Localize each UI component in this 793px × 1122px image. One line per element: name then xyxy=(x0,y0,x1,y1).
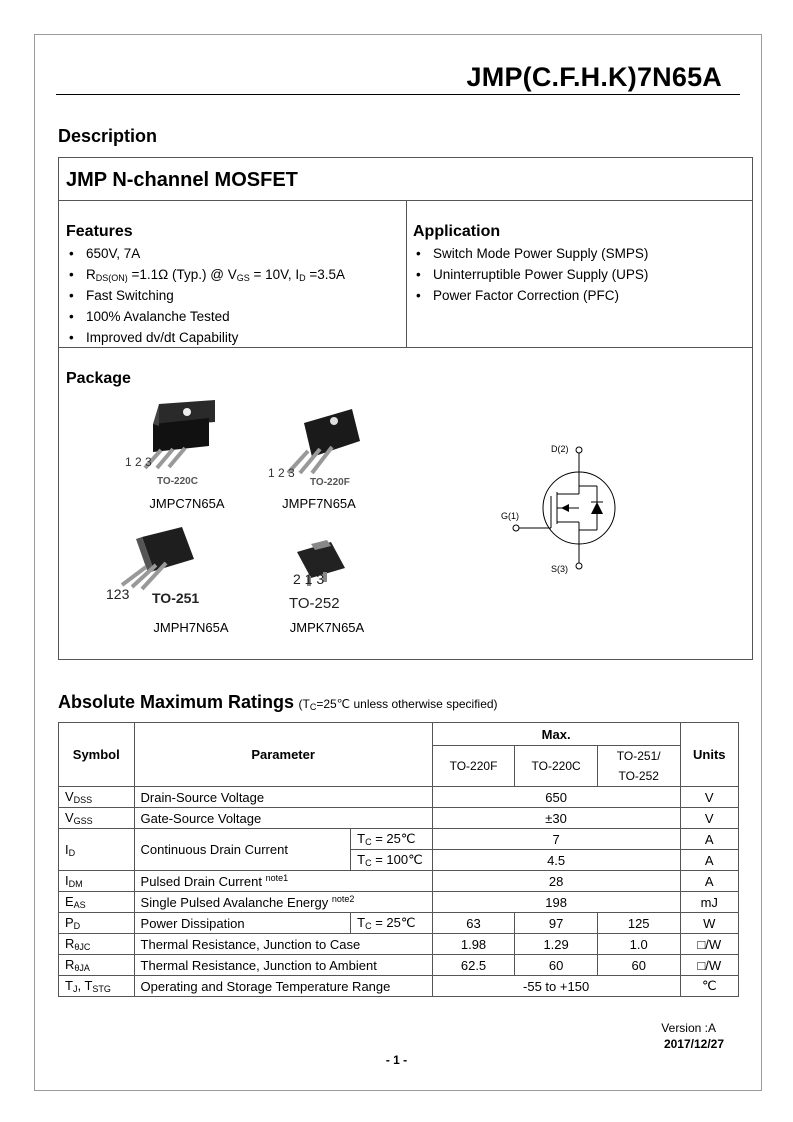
unit-cell: V xyxy=(680,808,739,829)
table-row xyxy=(59,955,739,976)
symbol-header: Symbol xyxy=(59,723,135,787)
unit-cell: □/W xyxy=(680,934,739,955)
drain-label: D(2) xyxy=(551,444,569,454)
parameter-cell: Pulsed Drain Current $^{note1}$ xyxy=(134,871,432,892)
parameter-header: Parameter xyxy=(134,723,432,787)
parameter-cell: Thermal Resistance, Junction to Ambient xyxy=(134,955,432,976)
value-cell: 198 xyxy=(432,892,680,913)
symbol-cell: $V_{DSS}$ xyxy=(59,787,135,808)
to220f-package-image xyxy=(264,403,374,491)
unit-cell: mJ xyxy=(680,892,739,913)
table-row xyxy=(59,808,739,829)
table-row xyxy=(59,829,739,850)
ratings-heading: Absolute Maximum Ratings ($T_C=25℃$ unless otherwise specified) xyxy=(58,692,498,712)
list-item: • Fast Switching xyxy=(58,285,398,306)
application-list xyxy=(405,243,745,306)
parameter-cell: Single Pulsed Avalanche Energy $^{note2}$ xyxy=(134,892,432,913)
to252-package-image xyxy=(281,522,376,612)
pin-numbers: 123 xyxy=(106,586,130,602)
part-name: JMPH7N65A xyxy=(153,620,229,635)
list-item: • Power Factor Correction (PFC) xyxy=(405,285,745,306)
value-cell: 125 xyxy=(597,913,680,934)
value-cell: 7 xyxy=(432,829,680,850)
units-header: Units xyxy=(680,723,739,787)
condition-cell: $T_C$ = 100℃ xyxy=(351,850,433,871)
list-item: • Uninterruptible Power Supply (UPS) xyxy=(405,264,745,285)
value-cell: 1.29 xyxy=(515,934,598,955)
symbol-cell: $P_D$ xyxy=(59,913,135,934)
unit-cell: ℃ xyxy=(680,976,739,997)
unit-cell: □/W xyxy=(680,955,739,976)
table-row xyxy=(59,913,739,934)
value-cell: 62.5 xyxy=(432,955,515,976)
symbol-cell: $I_{DM}$ xyxy=(59,871,135,892)
package-label: TO-220C xyxy=(157,476,198,487)
package-label: TO-252 xyxy=(289,595,340,612)
package-label: TO-251 xyxy=(152,590,200,606)
package-column-header: TO-220C xyxy=(515,746,598,787)
symbol-cell: $V_{GSS}$ xyxy=(59,808,135,829)
to220c-package-image xyxy=(117,396,227,488)
symbol-cell: $E_{AS}$ xyxy=(59,892,135,913)
table-row xyxy=(59,934,739,955)
description-heading: Description xyxy=(58,126,158,146)
part-name: JMPC7N65A xyxy=(149,496,225,511)
version-label: Version :A xyxy=(661,1021,716,1035)
package-column-header: TO-220F xyxy=(432,746,515,787)
unit-cell: A xyxy=(680,871,739,892)
value-cell: 97 xyxy=(515,913,598,934)
page-number: - 1 - xyxy=(385,1053,408,1067)
symbol-cell: $R_{\theta JC}$ xyxy=(59,934,135,955)
table-row xyxy=(59,976,739,997)
table-row xyxy=(59,871,739,892)
list-item: • 650V, 7A xyxy=(58,243,398,264)
value-cell: 60 xyxy=(515,955,598,976)
pin-numbers: 1 2 3 xyxy=(125,455,152,469)
unit-cell: V xyxy=(680,787,739,808)
list-item: • 100% Avalanche Tested xyxy=(58,306,398,327)
pin-numbers: 1 2 3 xyxy=(268,466,295,480)
value-cell: 1.0 xyxy=(597,934,680,955)
parameter-cell: Operating and Storage Temperature Range xyxy=(134,976,432,997)
symbol-cell: $T_J$, $T_{STG}$ xyxy=(59,976,135,997)
parameter-cell: Continuous Drain Current xyxy=(134,829,351,871)
source-label: S(3) xyxy=(551,564,569,574)
value-cell: 650 xyxy=(432,787,680,808)
parameter-cell: Power Dissipation xyxy=(134,913,351,934)
parameter-cell: Drain-Source Voltage xyxy=(134,787,432,808)
features-heading: Features xyxy=(66,223,133,240)
table-row xyxy=(59,787,739,808)
list-item: • Improved dv/dt Capability xyxy=(58,327,398,348)
package-column-header: TO-251/ TO-252 xyxy=(597,746,680,787)
value-cell: -55 to +150 xyxy=(432,976,680,997)
condition-cell: $T_C$ = 25℃ xyxy=(351,913,433,934)
list-item: • $R_{DS(ON)} =1.1\Omega$ (Typ.) @ $V_{GS} = 10V$, $I_D =3.5A$ xyxy=(58,264,398,285)
unit-cell: A xyxy=(680,850,739,871)
application-heading: Application xyxy=(413,223,501,240)
pin-numbers: 2 1 3 xyxy=(293,571,325,587)
gate-label: G(1) xyxy=(501,511,519,521)
title-rule xyxy=(56,94,740,95)
value-cell: 28 xyxy=(432,871,680,892)
unit-cell: A xyxy=(680,829,739,850)
part-name: JMPK7N65A xyxy=(289,620,365,635)
max-header: Max. xyxy=(432,723,680,746)
description-box xyxy=(58,157,753,660)
condition-cell: $T_C$ = 25℃ xyxy=(351,829,433,850)
package-heading: Package xyxy=(66,370,131,387)
date-label: 2017/12/27 xyxy=(663,1037,724,1051)
table-row xyxy=(59,892,739,913)
ratings-table xyxy=(58,722,739,997)
package-label: TO-220F xyxy=(310,477,350,488)
to251-package-image xyxy=(104,523,214,608)
parameter-cell: Thermal Resistance, Junction to Case xyxy=(134,934,432,955)
mosfet-schematic-symbol xyxy=(499,438,629,578)
value-cell: 63 xyxy=(432,913,515,934)
part-name: JMPF7N65A xyxy=(282,496,356,511)
symbol-cell: $I_D$ xyxy=(59,829,135,871)
symbol-cell: $R_{\theta JA}$ xyxy=(59,955,135,976)
value-cell: ±30 xyxy=(432,808,680,829)
value-cell: 1.98 xyxy=(432,934,515,955)
list-item: • Switch Mode Power Supply (SMPS) xyxy=(405,243,745,264)
value-cell: 60 xyxy=(597,955,680,976)
table-header-row xyxy=(59,723,739,746)
part-number-title: JMP(C.F.H.K)7N65A xyxy=(466,62,722,92)
device-title: JMP N-channel MOSFET xyxy=(66,169,298,191)
value-cell: 4.5 xyxy=(432,850,680,871)
features-list xyxy=(58,243,398,348)
parameter-cell: Gate-Source Voltage xyxy=(134,808,432,829)
unit-cell: W xyxy=(680,913,739,934)
